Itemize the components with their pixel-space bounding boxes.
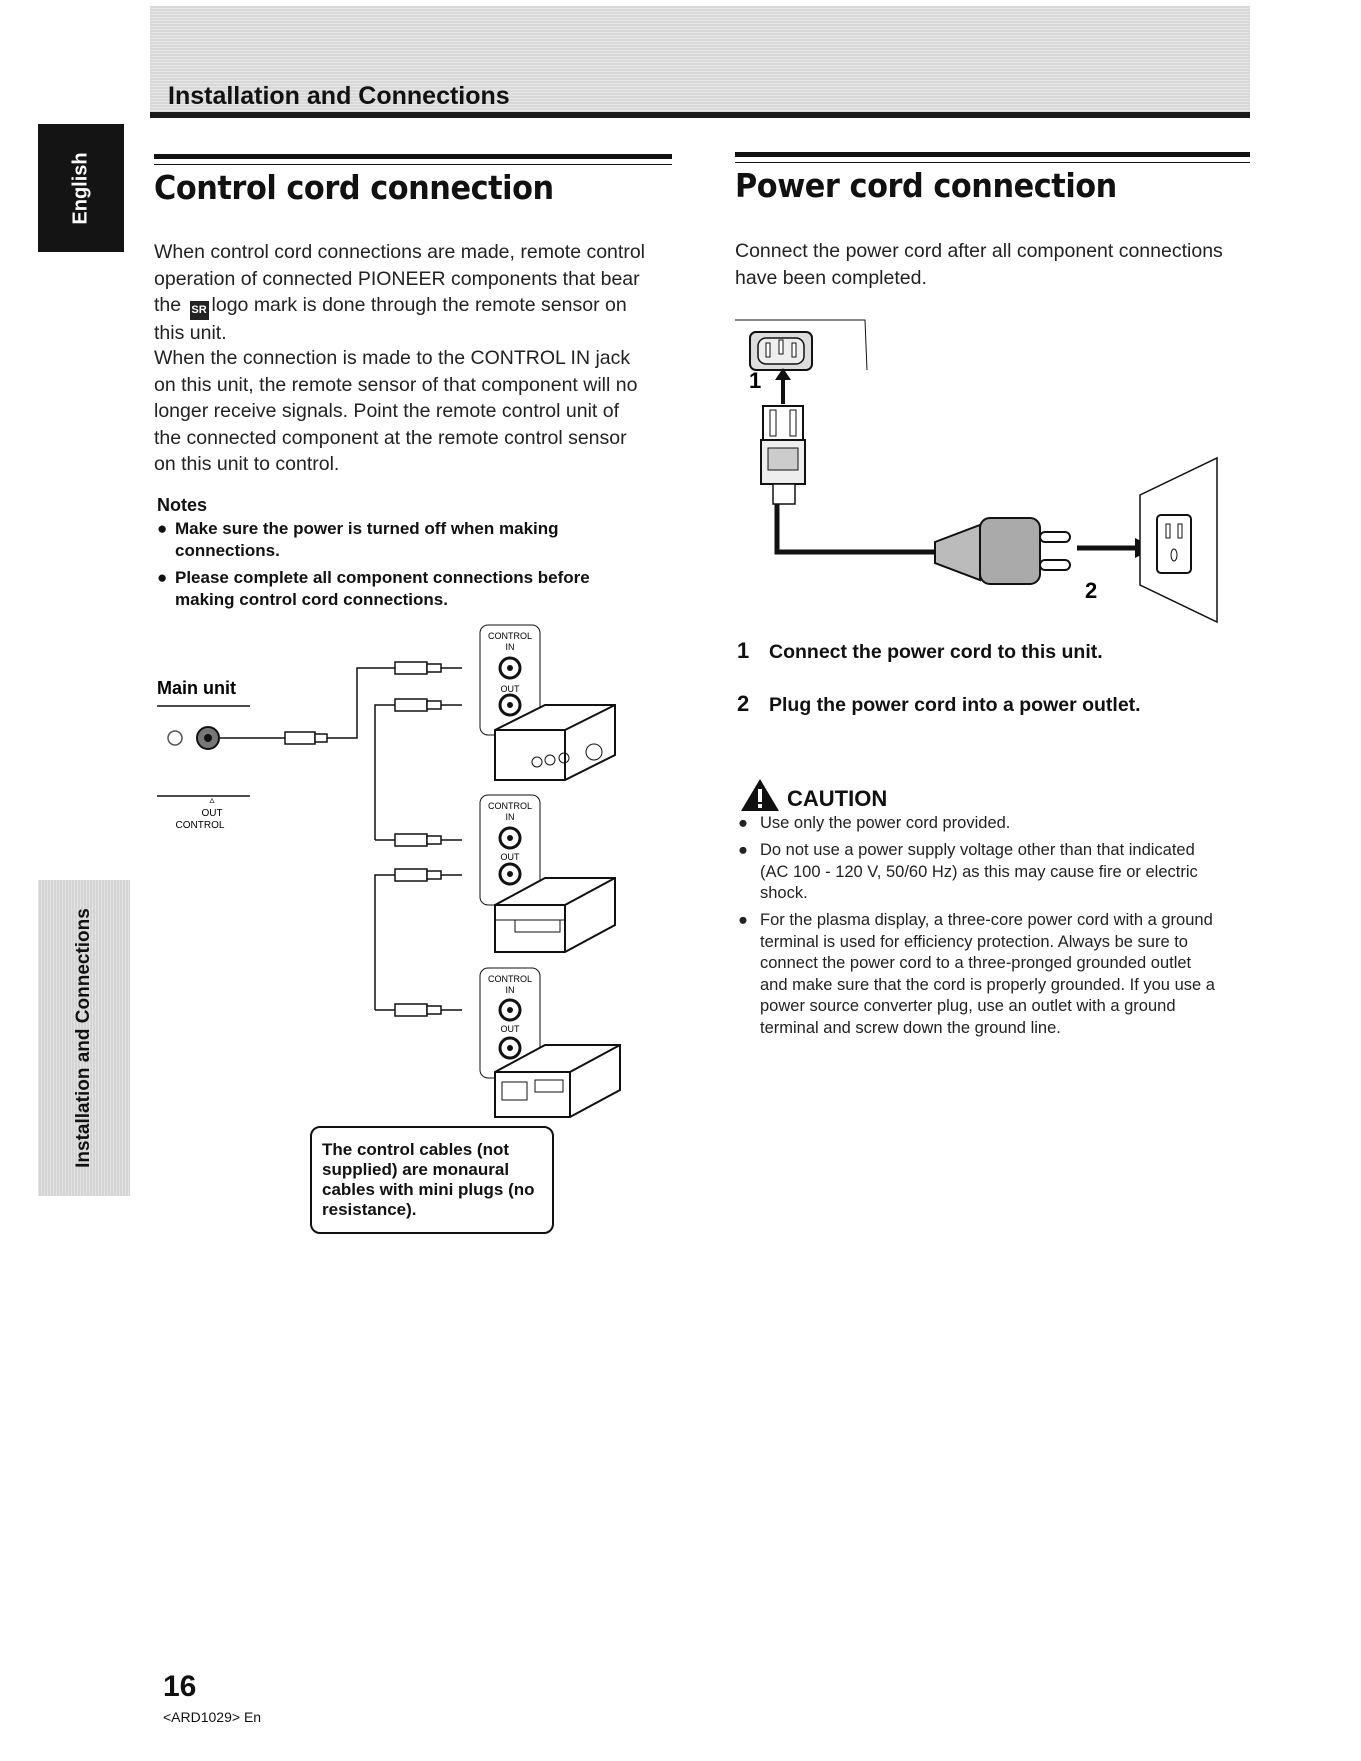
arrow-up-icon (775, 368, 791, 404)
sensor-icon (168, 731, 182, 745)
svg-text:▵: ▵ (209, 795, 215, 806)
svg-text:IN: IN (505, 812, 515, 822)
heading-rule-thin (735, 162, 1250, 163)
svg-text:OUT: OUT (500, 684, 520, 694)
caution-item: ● For the plasma display, a three-core power cord with a ground terminal is used for efficiency protection. Always be sure to connect the power cord to a three-pronged grounded outlet and make sure that the cord is properly grounded. If you use a power source converter plug, use an outlet with a ground terminal and screw down the ground line. (738, 911, 1215, 1037)
sr-logo-icon: SR (190, 301, 209, 320)
control-paragraph-1 (154, 239, 674, 347)
notes-title: Notes (157, 495, 208, 515)
control-heading: Control cord connection (154, 168, 554, 207)
section-tab-label: Installation and Connections (73, 908, 94, 1168)
plug-icon (980, 518, 1040, 584)
text-line: operation of connected PIONEER components that bear (154, 267, 640, 290)
power-cord-diagram (735, 310, 1235, 630)
bullet-icon: ● (738, 814, 748, 832)
warning-icon (740, 778, 780, 812)
section-header-title: Installation and Connections (168, 82, 510, 110)
heading-rule (154, 154, 672, 159)
bullet-icon: ● (157, 519, 168, 538)
svg-text:IN: IN (505, 642, 515, 652)
bullet-icon: ● (157, 568, 168, 587)
svg-text:CONTROL: CONTROL (487, 801, 533, 811)
text-line: longer receive signals. Point the remote control unit of (154, 400, 620, 422)
step-2-label: 2 (1085, 578, 1098, 603)
text-line: When control cord connections are made, remote control (154, 241, 645, 263)
note-item: ● Please complete all component connections before making control cord connections. (157, 568, 590, 609)
jack-out-label: OUT (201, 808, 223, 819)
step-2: 2 Plug the power cord into a power outlet. (737, 691, 1141, 716)
caution-item: ● Do not use a power supply voltage other than that indicated (AC 100 - 120 V, 50/60 Hz) as this may cause fire or electric shock. (738, 841, 1198, 902)
text-line: the connected component at the remote control sensor (154, 426, 627, 449)
page-number: 16 (163, 1670, 197, 1703)
svg-text:IN: IN (505, 985, 515, 995)
text-line: this unit. (154, 322, 227, 344)
control-paragraph-2 (154, 345, 684, 478)
caution-title: CAUTION (787, 786, 888, 811)
heading-rule-thin (154, 164, 672, 165)
svg-text:OUT: OUT (500, 852, 520, 862)
control-connection-diagram (150, 620, 630, 1120)
step-1: 1 Connect the power cord to this unit. (737, 638, 1103, 663)
text-line: on this unit to control. (154, 453, 340, 475)
document-code: <ARD1029> En (163, 1709, 262, 1725)
main-unit-label: Main unit (157, 678, 236, 698)
step-1-label: 1 (749, 368, 762, 393)
text-line: the SR logo mark is done through the remote sensor on (154, 292, 674, 320)
svg-text:CONTROL: CONTROL (487, 631, 533, 641)
cable-note-box: The control cables (not supplied) are monaural cables with mini plugs (no resistance). (310, 1126, 554, 1234)
power-intro: Connect the power cord after all component connections have been completed. (735, 240, 1223, 289)
power-heading: Power cord connection (735, 166, 1117, 205)
caution-item: ● Use only the power cord provided. (738, 813, 1258, 835)
svg-text:CONTROL: CONTROL (487, 974, 533, 984)
text-line: on this unit, the remote sensor of that component will no (154, 373, 638, 396)
header-rule (150, 112, 1250, 118)
language-tab-label: English (69, 151, 92, 225)
svg-text:OUT: OUT (500, 1024, 520, 1034)
note-item: ● Make sure the power is turned off when making connections. (157, 519, 559, 560)
bullet-icon: ● (738, 841, 748, 859)
jack-control-label: CONTROL (175, 820, 225, 831)
text-line: When the connection is made to the CONTROL IN jack (154, 347, 631, 369)
bullet-icon: ● (738, 911, 748, 929)
heading-rule (735, 152, 1250, 157)
